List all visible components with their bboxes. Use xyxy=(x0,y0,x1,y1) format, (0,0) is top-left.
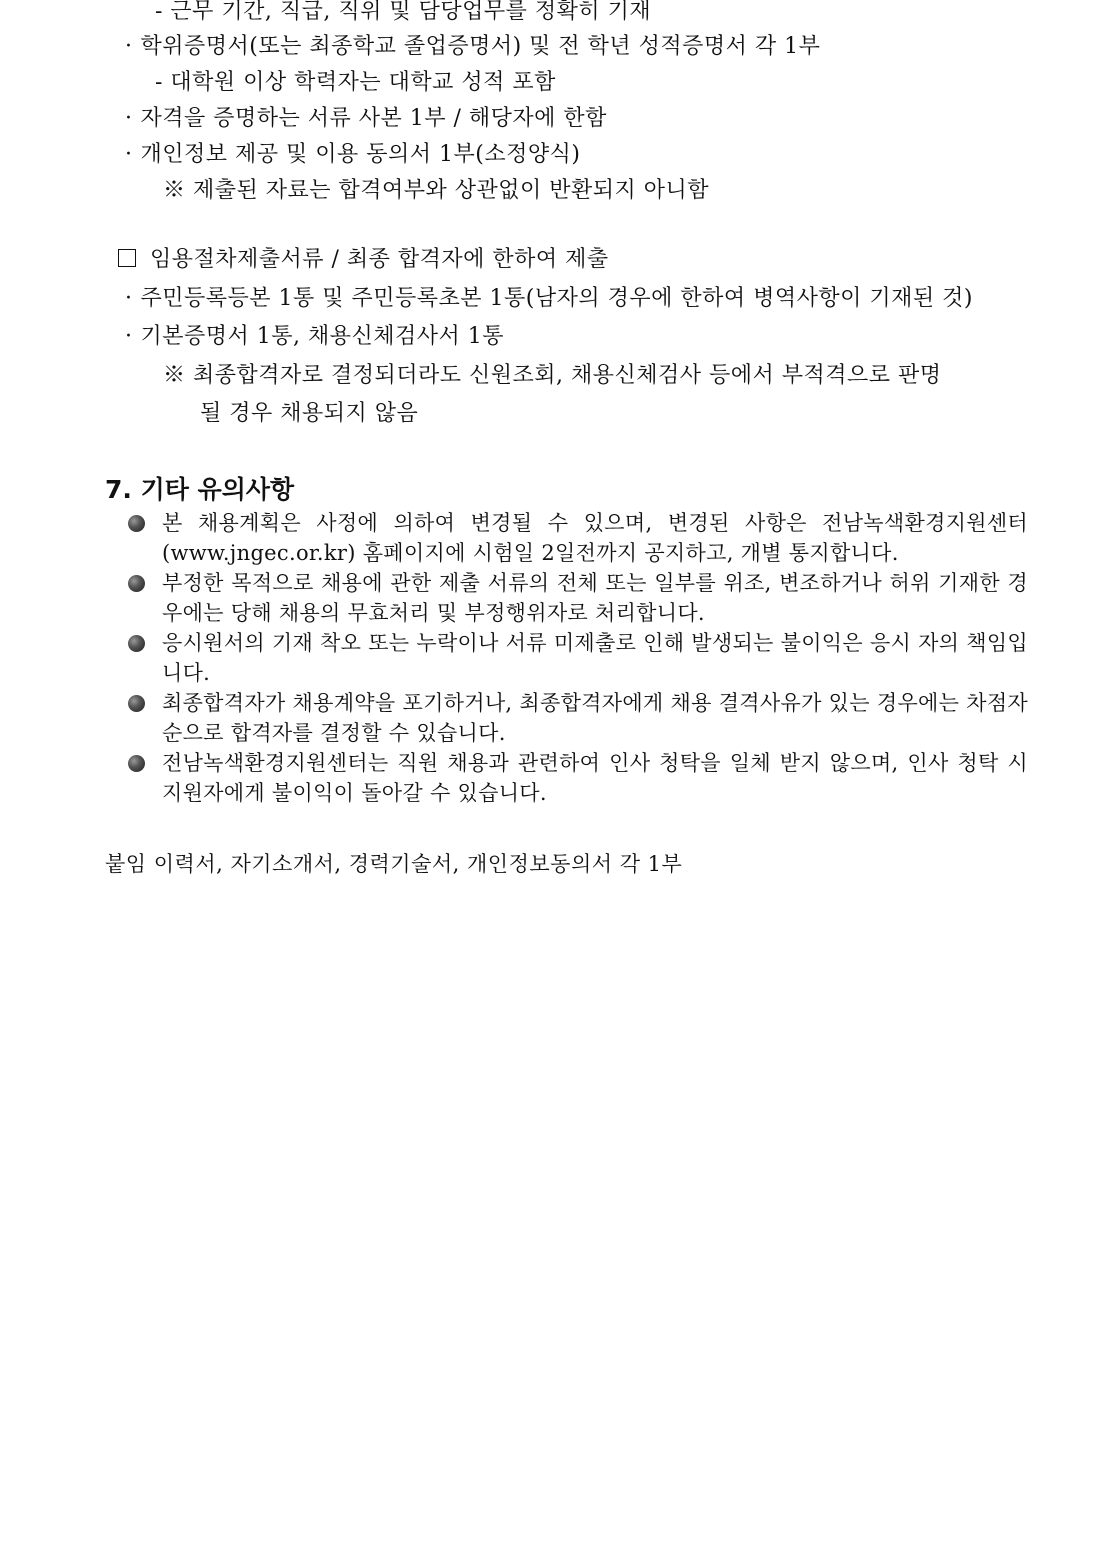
list-item-text: 자격을 증명하는 서류 사본 1부 / 해당자에 한함 xyxy=(140,106,607,131)
list-item-resident-registration xyxy=(125,285,973,313)
bullet: · xyxy=(125,142,133,167)
notice-text: 응시원서의 기재 착오 또는 누락이나 서류 미제출로 인해 발생되는 불이익은 응시 자의 책임입니다. xyxy=(162,631,1028,685)
bullet-ball-icon xyxy=(128,695,145,712)
sub-item-graduate-transcript: - 대학원 이상 학력자는 대학교 성적 포함 xyxy=(155,70,556,95)
list-item-degree-certificate xyxy=(125,33,820,61)
notice-item xyxy=(128,568,1028,628)
list-item-qualification-copy xyxy=(125,105,607,133)
notice-text: 최종합격자가 채용계약을 포기하거나, 최종합격자에게 채용 결격사유가 있는 경우에는 차점자 순으로 합격자를 결정할 수 있습니다. xyxy=(162,691,1028,745)
sub-item-work-details: - 근무 기간, 직급, 직위 및 담당업무를 정확히 기재 xyxy=(155,0,652,24)
list-item-text: 기본증명서 1통, 채용신체검사서 1통 xyxy=(140,324,504,349)
subsection-appointment-documents xyxy=(118,246,609,274)
bullet-ball-icon xyxy=(128,635,145,652)
bullet: · xyxy=(125,106,133,131)
note-disqualification: ※ 최종합격자로 결정되더라도 신원조회, 채용신체검사 등에서 부적격으로 판명 xyxy=(163,363,942,388)
list-item-privacy-consent xyxy=(125,141,580,169)
list-item-basic-certificate xyxy=(125,323,504,351)
bullet: · xyxy=(125,34,133,59)
note-disqualification-continued: 될 경우 채용되지 않음 xyxy=(200,401,419,426)
notice-item xyxy=(128,688,1028,748)
list-item-text: 주민등록등본 1통 및 주민등록초본 1통(남자의 경우에 한하여 병역사항이 기재된 것) xyxy=(140,286,973,311)
checkbox-square-icon xyxy=(118,249,136,267)
notice-text: 부정한 목적으로 채용에 관한 제출 서류의 전체 또는 일부를 위조, 변조하거나 허위 기재한 경우에는 당해 채용의 무효처리 및 부정행위자로 처리합니다. xyxy=(162,571,1028,625)
notice-text: 전남녹색환경지원센터는 직원 채용과 관련하여 인사 청탁을 일체 받지 않으며, 인사 청탁 시 지원자에게 불이익이 돌아갈 수 있습니다. xyxy=(162,751,1028,805)
bullet-ball-icon xyxy=(128,575,145,592)
section-heading: 7. 기타 유의사항 xyxy=(105,475,295,504)
bullet-ball-icon xyxy=(128,755,145,772)
bullet-ball-icon xyxy=(128,515,145,532)
notice-item xyxy=(128,508,1028,568)
notice-text: 본 채용계획은 사정에 의하여 변경될 수 있으며, 변경된 사항은 전남녹색환경지원센터 (www.jngec.or.kr) 홈페이지에 시험일 2일전까지 공지하고, 개별 통지합니다. xyxy=(162,511,1028,565)
notice-item xyxy=(128,628,1028,688)
list-item-text: 개인정보 제공 및 이용 동의서 1부(소정양식) xyxy=(140,142,581,167)
bullet: · xyxy=(125,286,133,311)
subsection-title: 임용절차제출서류 / 최종 합격자에 한하여 제출 xyxy=(150,247,609,272)
list-item-text: 학위증명서(또는 최종학교 졸업증명서) 및 전 학년 성적증명서 각 1부 xyxy=(140,34,821,59)
notice-item xyxy=(128,748,1028,808)
note-documents-not-returned: ※ 제출된 자료는 합격여부와 상관없이 반환되지 아니함 xyxy=(163,178,710,203)
attachment-note: 붙임 이력서, 자기소개서, 경력기술서, 개인정보동의서 각 1부 xyxy=(105,852,683,876)
bullet: · xyxy=(125,324,133,349)
